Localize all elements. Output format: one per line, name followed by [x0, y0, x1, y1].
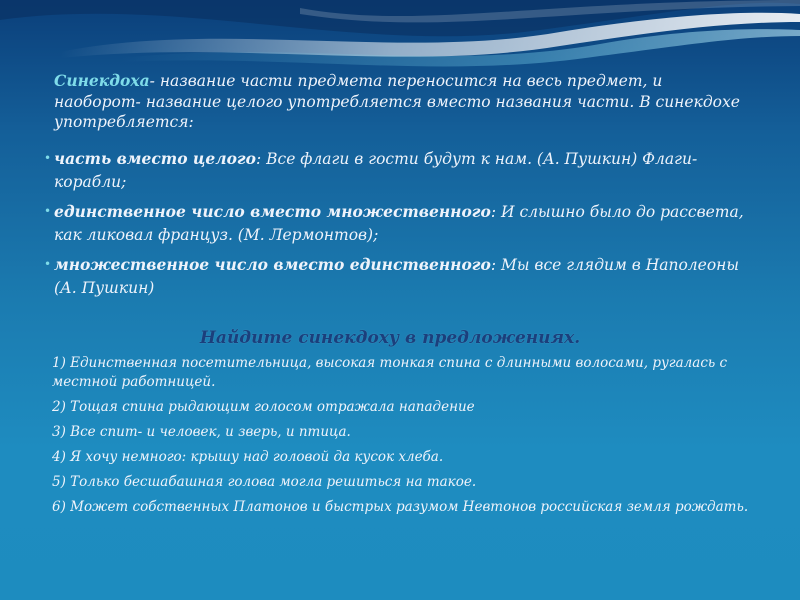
- bullet-item: [44, 253, 754, 300]
- bullet-bold: множественное число вместо единственного: [54, 255, 491, 274]
- usage-bullet-list: [44, 147, 754, 306]
- bullet-dot-icon: •: [44, 257, 52, 271]
- definition-paragraph: [54, 71, 744, 133]
- task-list: [52, 354, 752, 523]
- bullet-dot-icon: •: [44, 151, 52, 165]
- bullet-bold: единственное число вместо множественного: [54, 202, 491, 221]
- bullet-item: [44, 200, 754, 247]
- bullet-text: : И слышно было до рассвета, как ликовал француз. (М. Лермонтов);: [54, 203, 744, 244]
- task-item: 6) Может собственных Платонов и быстрых разумом Невтонов российская земля рождать.: [52, 499, 749, 515]
- task-item: 2) Тощая спина рыдающим голосом отражала нападение: [52, 399, 475, 415]
- task-item: 1) Единственная посетительница, высокая тонкая спина с длинными волосами, ругалась с местной работницей.: [52, 355, 728, 390]
- task-heading: Найдите синекдоху в предложениях.: [199, 328, 581, 348]
- bullet-bold: часть вместо целого: [54, 149, 256, 168]
- task-item: 4) Я хочу немного: крышу над головой да кусок хлеба.: [52, 449, 444, 465]
- task-item: 5) Только бесшабашная голова могла решиться на такое.: [52, 474, 477, 490]
- bullet-dot-icon: •: [44, 204, 52, 218]
- term-synecdoche: Синекдоха: [54, 71, 150, 90]
- task-item: 3) Все спит- и человек, и зверь, и птица.: [52, 424, 351, 440]
- bullet-item: [44, 147, 754, 194]
- bullet-text: : Мы все глядим в Наполеоны (А. Пушкин): [54, 256, 740, 297]
- definition-text: - название части предмета переносится на весь предмет, и наоборот- название целого употребляется вместо названия части. В синекдохе употребляется:: [54, 72, 740, 131]
- bullet-text: : Все флаги в гости будут к нам. (А. Пушкин) Флаги-корабли;: [54, 150, 698, 191]
